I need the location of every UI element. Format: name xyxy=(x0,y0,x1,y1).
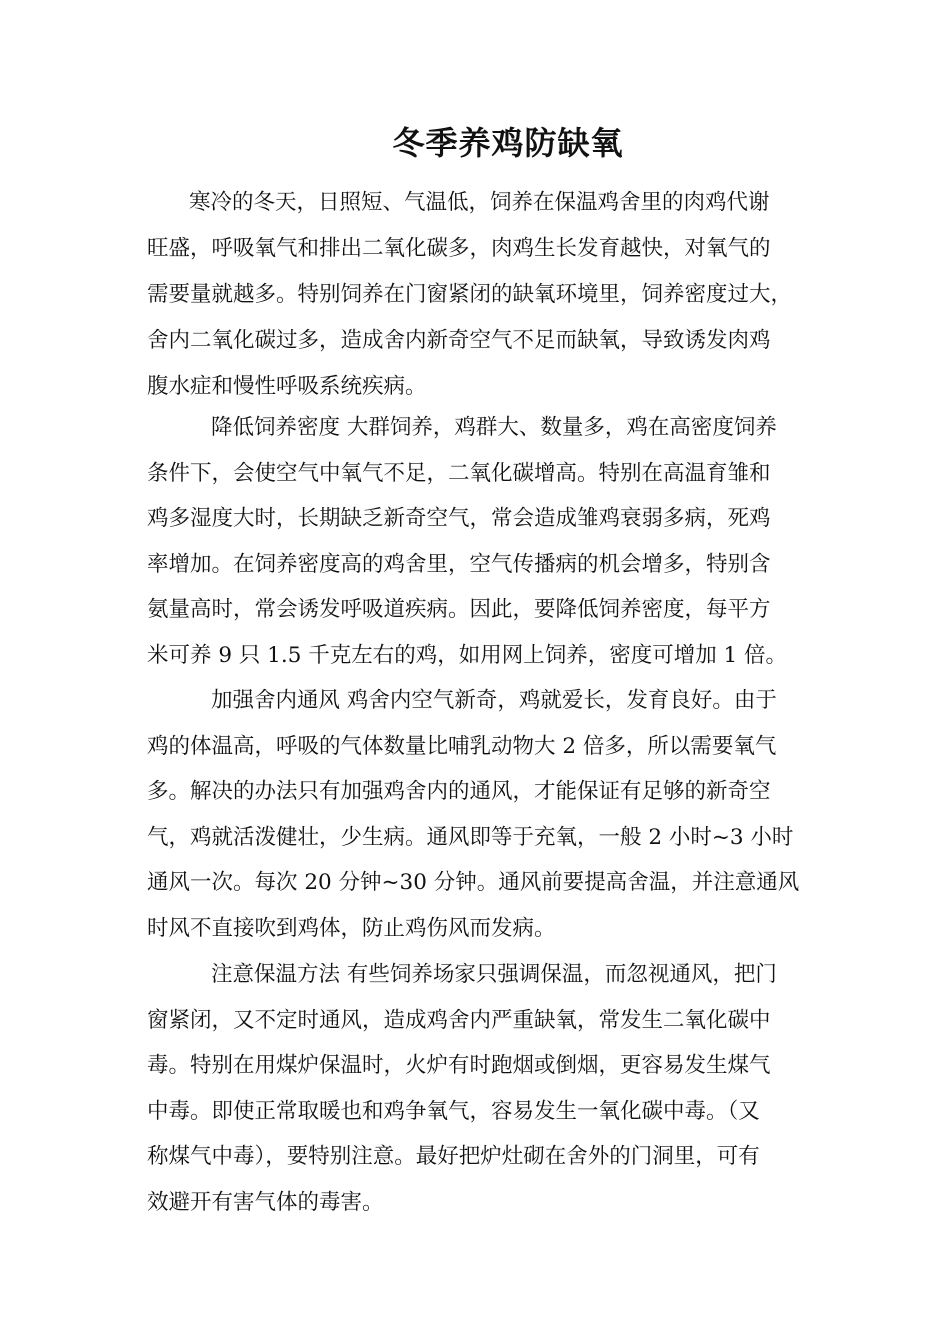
paragraph-line: 称煤气中毒），要特别注意。最好把炉灶砌在舍外的门洞里，可有 xyxy=(147,1144,760,1170)
paragraph-line: 降低饲养密度 大群饲养，鸡群大、数量多，鸡在高密度饲养 xyxy=(211,415,777,440)
paragraph-line: 注意保温方法 有些饲养场家只强调保温，而忽视通风，把门 xyxy=(211,962,777,987)
paragraph-line: 加强舍内通风 鸡舍内空气新奇，鸡就爱长，发育良好。由于 xyxy=(211,688,777,713)
paragraph-line: 需要量就越多。特别饲养在门窗紧闭的缺氧环境里，饲养密度过大， xyxy=(147,282,793,307)
paragraph-line: 寒冷的冬天，日照短、气温低，饲养在保温鸡舍里的肉鸡代谢 xyxy=(189,190,770,215)
paragraph-line: 旺盛，呼吸氧气和排出二氧化碳多，肉鸡生长发育越快，对氧气的 xyxy=(147,236,771,261)
paragraph-line: 时风不直接吹到鸡体，防止鸡伤风而发病。 xyxy=(147,915,556,941)
paragraph-line: 鸡的体温高，呼吸的气体数量比哺乳动物大 2 倍多，所以需要氧气 xyxy=(147,733,777,759)
document-title: 冬季养鸡防缺氧 xyxy=(392,124,624,162)
paragraph-line: 通风一次。每次 20 分钟~30 分钟。通风前要提高舍温，并注意通风 xyxy=(147,870,800,896)
paragraph-line: 气，鸡就活泼健壮，少生病。通风即等于充氧，一般 2 小时~3 小时 xyxy=(147,824,794,850)
paragraph-line: 氨量高时，常会诱发呼吸道疾病。因此，要降低饲养密度，每平方 xyxy=(147,597,771,623)
paragraph-line: 米可养 9 只 1.5 千克左右的鸡，如用网上饲养，密度可增加 1 倍。 xyxy=(147,642,788,668)
paragraph-line: 鸡多湿度大时，长期缺乏新奇空气，常会造成雏鸡衰弱多病，死鸡 xyxy=(147,506,771,532)
paragraph-line: 多。解决的办法只有加强鸡舍内的通风，才能保证有足够的新奇空 xyxy=(147,779,771,805)
paragraph-ventilation xyxy=(147,678,827,952)
paragraph-line: 腹水症和慢性呼吸系统疾病。 xyxy=(147,374,427,399)
paragraph-warming xyxy=(147,952,827,1226)
paragraph-line: 舍内二氧化碳过多，造成舍内新奇空气不足而缺氧，导致诱发肉鸡 xyxy=(147,328,771,353)
paragraph-line: 率增加。在饲养密度高的鸡舍里，空气传播病的机会增多，特别含 xyxy=(147,551,771,577)
paragraph-intro xyxy=(147,180,827,410)
paragraph-line: 窗紧闭，又不定时通风，造成鸡舍内严重缺氧，常发生二氧化碳中 xyxy=(147,1007,771,1033)
paragraph-density xyxy=(147,405,827,679)
paragraph-line: 中毒。即使正常取暖也和鸡争氧气，容易发生一氧化碳中毒。（又 xyxy=(147,1098,760,1124)
paragraph-line: 条件下，会使空气中氧气不足，二氧化碳增高。特别在高温育雏和 xyxy=(147,460,771,486)
paragraph-line: 效避开有害气体的毒害。 xyxy=(147,1189,384,1215)
paragraph-line: 毒。特别在用煤炉保温时，火炉有时跑烟或倒烟，更容易发生煤气 xyxy=(147,1053,771,1079)
